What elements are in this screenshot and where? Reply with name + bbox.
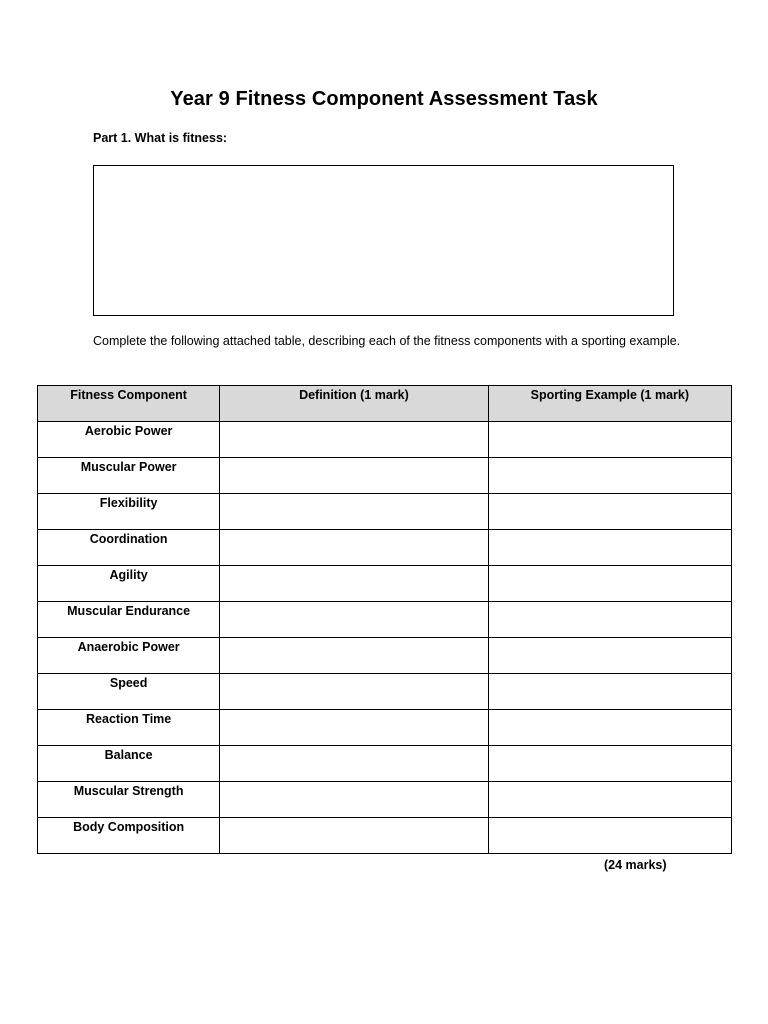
component-cell: [38, 422, 220, 458]
sporting-example-cell[interactable]: [488, 818, 731, 854]
component-cell: [38, 782, 220, 818]
definition-cell[interactable]: [220, 566, 488, 602]
definition-cell[interactable]: [220, 638, 488, 674]
sporting-example-cell[interactable]: [488, 674, 731, 710]
sporting-example-cell[interactable]: [488, 566, 731, 602]
fitness-components-table: [37, 385, 732, 854]
definition-cell[interactable]: [220, 674, 488, 710]
component-name: Flexibility: [99, 496, 158, 510]
table-row: [38, 458, 732, 494]
sporting-example-cell[interactable]: [488, 494, 731, 530]
sporting-example-cell[interactable]: [488, 782, 731, 818]
header-definition-label: Definition (1 mark): [299, 388, 409, 402]
document-title: Year 9 Fitness Component Assessment Task: [170, 88, 598, 110]
definition-cell[interactable]: [220, 602, 488, 638]
definition-cell[interactable]: [220, 782, 488, 818]
sporting-example-cell[interactable]: [488, 530, 731, 566]
header-fitness-component-label: Fitness Component: [70, 388, 187, 402]
component-cell: [38, 710, 220, 746]
component-name: Anaerobic Power: [77, 640, 180, 654]
table-row: [38, 674, 732, 710]
component-name: Muscular Endurance: [67, 604, 191, 618]
component-cell: [38, 638, 220, 674]
sporting-example-cell[interactable]: [488, 458, 731, 494]
sporting-example-cell[interactable]: [488, 746, 731, 782]
table-row: [38, 818, 732, 854]
instructions-text: Complete the following attached table, describing each of the fitness components with a sporting example.: [93, 334, 681, 348]
table-header-row: [38, 386, 732, 422]
table-row: [38, 494, 732, 530]
table-row: [38, 782, 732, 818]
component-name: Reaction Time: [86, 712, 172, 726]
component-cell: [38, 566, 220, 602]
sporting-example-cell[interactable]: [488, 602, 731, 638]
component-cell: [38, 674, 220, 710]
sporting-example-cell[interactable]: [488, 710, 731, 746]
fitness-answer-box[interactable]: [93, 165, 674, 316]
sporting-example-cell[interactable]: [488, 422, 731, 458]
component-name: Body Composition: [73, 820, 185, 834]
table-row: [38, 638, 732, 674]
part1-label: Part 1. What is fitness:: [93, 131, 228, 145]
header-fitness-component: [38, 386, 220, 422]
definition-cell[interactable]: [220, 458, 488, 494]
table-body: [38, 422, 732, 854]
header-sporting-example-label: Sporting Example (1 mark): [530, 388, 689, 402]
component-name: Agility: [109, 568, 148, 582]
table-row: [38, 422, 732, 458]
definition-cell[interactable]: [220, 710, 488, 746]
table-row: [38, 710, 732, 746]
table-row: [38, 530, 732, 566]
header-sporting-example: [488, 386, 731, 422]
table-row: [38, 566, 732, 602]
sporting-example-cell[interactable]: [488, 638, 731, 674]
component-name: Muscular Power: [80, 460, 177, 474]
definition-cell[interactable]: [220, 818, 488, 854]
header-definition: [220, 386, 488, 422]
component-name: Coordination: [89, 532, 168, 546]
component-cell: [38, 530, 220, 566]
definition-cell[interactable]: [220, 746, 488, 782]
component-name: Balance: [104, 748, 153, 762]
component-cell: [38, 746, 220, 782]
definition-cell[interactable]: [220, 422, 488, 458]
component-name: Muscular Strength: [73, 784, 184, 798]
table-row: [38, 602, 732, 638]
table-row: [38, 746, 732, 782]
component-name: Aerobic Power: [84, 424, 173, 438]
component-cell: [38, 602, 220, 638]
component-cell: [38, 818, 220, 854]
definition-cell[interactable]: [220, 530, 488, 566]
component-cell: [38, 494, 220, 530]
definition-cell[interactable]: [220, 494, 488, 530]
component-cell: [38, 458, 220, 494]
marks-total: (24 marks): [604, 858, 667, 872]
component-name: Speed: [109, 676, 148, 690]
